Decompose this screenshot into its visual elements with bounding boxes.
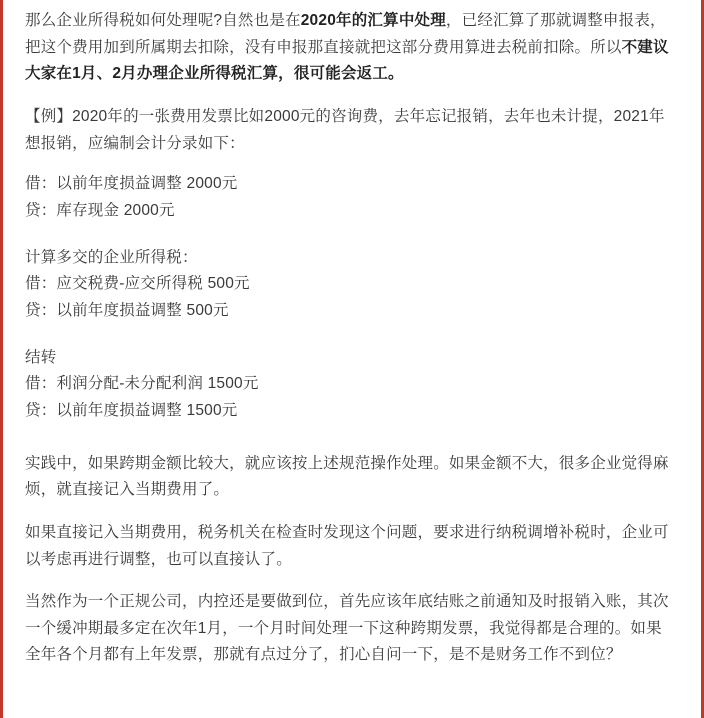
journal-entry-block-3 [25,345,677,425]
paragraph-internal-control: 当然作为一个正规公司，内控还是要做到位，首先应该年底结账之前通知及时报销入账，其次一个缓冲期最多定在次年1月，一个月时间处理一下这种跨期发票，我觉得都是合理的。如果全年各个月都有上年发票，那就有点过分了，扪心自问一下，是不是财务工作不到位？ [25,593,669,664]
paragraph-practice: 实践中，如果跨期金额比较大，就应该按上述规范操作处理。如果金额不大，很多企业觉得麻烦，就直接记入当期费用了。 [25,454,669,499]
journal-entry-3-debit: 借：利润分配-未分配利润 1500元 [25,375,259,393]
paragraph-intro-part1: 那么企业所得税如何处理呢?自然也是在 [25,12,301,29]
paragraph-intro-emphasis1: 2020年的汇算中处理 [300,12,446,29]
paragraph-example: 【例】2020年的一张费用发票比如2000元的咨询费，去年忘记报销，去年也未计提，2021年想报销，应编制会计分录如下： [25,107,665,152]
journal-entry-3-title: 结转 [25,348,57,366]
paragraph-intro-part2: ，已经汇算了那就调整申报表，把这个费用加到所属期去扣除，没有申报那直接就把这部分费用算进去税前扣除。所以 [25,12,666,56]
paragraph-tax-check: 如果直接记入当期费用，税务机关在检查时发现这个问题，要求进行纳税调增补税时，企业可以考虑再进行调整，也可以直接认了。 [25,523,669,568]
paragraph-intro [25,8,677,88]
journal-entry-1-credit: 贷：库存现金 2000元 [25,201,175,219]
journal-entry-2-debit: 借：应交税费-应交所得税 500元 [25,275,250,293]
journal-entry-2-title: 计算多交的企业所得税： [25,248,198,266]
paragraph-intro-emphasis2: 不建议大家在1月、2月办理企业所得税汇算，很可能会返工。 [25,38,669,83]
journal-entry-block-1 [25,171,677,224]
journal-entry-block-2 [25,245,677,325]
journal-entry-2-credit: 贷：以前年度损益调整 500元 [25,301,229,319]
journal-entry-1-debit: 借：以前年度损益调整 2000元 [25,175,238,193]
document-content [3,0,701,679]
journal-entry-3-credit: 贷：以前年度损益调整 1500元 [25,401,238,419]
